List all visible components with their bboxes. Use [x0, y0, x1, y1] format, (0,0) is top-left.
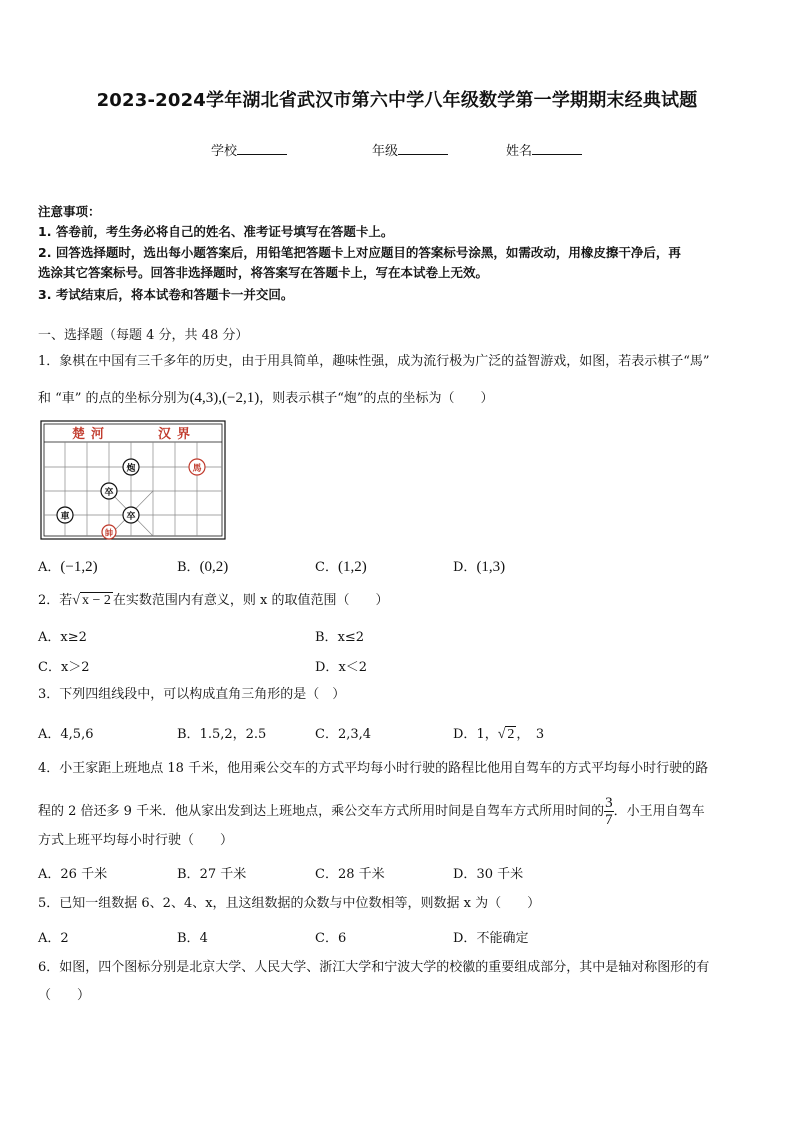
school-blank[interactable] — [237, 142, 287, 155]
q3-option-b[interactable]: B．1.5,2，2.5 — [177, 727, 267, 742]
q4-option-d[interactable]: D．30 千米 — [453, 867, 524, 882]
q5-stem: 5．已知一组数据 6、2、4、x，且这组数据的众数与中位数相等，则数据 x 为（ ） — [38, 896, 541, 911]
name-field — [506, 140, 582, 159]
q5-option-b[interactable]: B．4 — [177, 931, 208, 946]
q5-option-a[interactable]: A．2 — [38, 931, 69, 946]
grade-label: 年级 — [372, 144, 399, 159]
section-heading: 一、选择题（每题 4 分，共 48 分） — [38, 328, 249, 343]
q4-option-a[interactable]: A．26 千米 — [38, 867, 108, 882]
q6-line2: （ ） — [38, 988, 91, 1003]
q3-option-c[interactable]: C．2,3,4 — [315, 727, 372, 742]
notice-item: 1. 答卷前，考生务必将自己的姓名、准考证号填写在答题卡上。 — [38, 224, 394, 239]
q1-option-b[interactable]: B．(0,2) — [177, 559, 229, 575]
q1-option-a[interactable]: A．(−1,2) — [38, 559, 98, 575]
q2-option-a[interactable]: A．x≥2 — [38, 630, 87, 645]
q3-stem: 3．下列四组线段中，可以构成直角三角形的是（ ） — [38, 687, 346, 702]
exam-title: 2023-2024学年湖北省武汉市第六中学八年级数学第一学期期末经典试题 — [96, 90, 698, 111]
piece-zu-2-label: 卒 — [126, 512, 136, 522]
piece-zu-2 — [123, 507, 139, 523]
q4-line1: 4．小王家距上班地点 18 千米，他用乘公交车的方式平均每小时行驶的路程比他用自驾车的方式平均每小时行驶的路 — [38, 761, 709, 776]
notice-item: 2. 回答选择题时，选出每小题答案后，用铅笔把答题卡上对应题目的答案标号涂黑，如需改动，用橡皮擦干净后，再 — [38, 245, 681, 260]
q1-option-c[interactable]: C．(1,2) — [315, 559, 367, 575]
board-title-right: 汉界 — [158, 427, 197, 442]
notice-item: 选涂其它答案标号。回答非选择题时，将答案写在答题卡上，写在本试卷上无效。 — [38, 265, 489, 280]
piece-ju — [57, 507, 73, 523]
q1-line1: 1．象棋在中国有三千多年的历史，由于用具简单，趣味性强，成为流行极为广泛的益智游戏，如图，若表示棋子“馬” — [38, 354, 710, 369]
name-blank[interactable] — [532, 142, 582, 155]
q2-option-d[interactable]: D．x＜2 — [315, 660, 368, 675]
grade-blank[interactable] — [398, 142, 448, 155]
piece-zu-1-label: 卒 — [104, 488, 114, 498]
notice-item: 3. 考试结束后，将本试卷和答题卡一并交回。 — [38, 287, 294, 302]
q4-option-c[interactable]: C．28 千米 — [315, 867, 385, 882]
q6-line1: 6．如图，四个图标分别是北京大学、人民大学、浙江大学和宁波大学的校徽的重要组成部分，其中是轴对称图形的有 — [38, 960, 710, 975]
q5-option-d[interactable]: D．不能确定 — [453, 931, 529, 946]
piece-shuai — [102, 525, 116, 539]
q2-stem: 2．若√ x − 2 在实数范围内有意义，则 x 的取值范围（ ） — [38, 593, 389, 608]
school-field — [211, 140, 287, 159]
q4-line2: 程的 2 倍还多 9 千米．他从家出发到达上班地点，乘公交车方式所用时间是自驾车方式所用时间的 $\frac{3}{7}$ ．小王用自驾车 — [38, 795, 705, 828]
piece-pao-label: 炮 — [126, 464, 136, 474]
q2-option-b[interactable]: B．x≤2 — [315, 630, 365, 645]
piece-ma-label: 馬 — [192, 464, 202, 474]
q3-option-d[interactable]: D．1，√ 2 ， 3 — [453, 727, 545, 742]
name-label: 姓名 — [506, 144, 533, 159]
q5-option-c[interactable]: C．6 — [315, 931, 347, 946]
piece-ma — [189, 459, 205, 475]
fraction: $\frac{3}{7}$ — [605, 795, 613, 828]
q2-option-c[interactable]: C．x＞2 — [38, 660, 90, 675]
q1-line2: 和 “車” 的点的坐标分别为(4,3),(−2,1)，则表示棋子“炮”的点的坐标为（ ） — [38, 390, 494, 406]
q4-option-b[interactable]: B．27 千米 — [177, 867, 247, 882]
chess-board-figure — [40, 420, 226, 540]
piece-shuai-label: 帥 — [105, 528, 113, 538]
notice-heading: 注意事项： — [38, 204, 101, 219]
board-title-left: 楚河 — [72, 427, 111, 442]
sqrt-symbol: √ x − 2 — [72, 593, 111, 608]
q3-option-a[interactable]: A．4,5,6 — [38, 727, 94, 742]
q4-line3: 方式上班平均每小时行驶（ ） — [38, 833, 234, 848]
piece-zu-1 — [101, 483, 117, 499]
school-label: 学校 — [211, 144, 238, 159]
piece-ju-label: 車 — [60, 512, 70, 522]
grade-field — [372, 140, 448, 159]
piece-pao — [123, 459, 139, 475]
q1-option-d[interactable]: D．(1,3) — [453, 559, 506, 575]
